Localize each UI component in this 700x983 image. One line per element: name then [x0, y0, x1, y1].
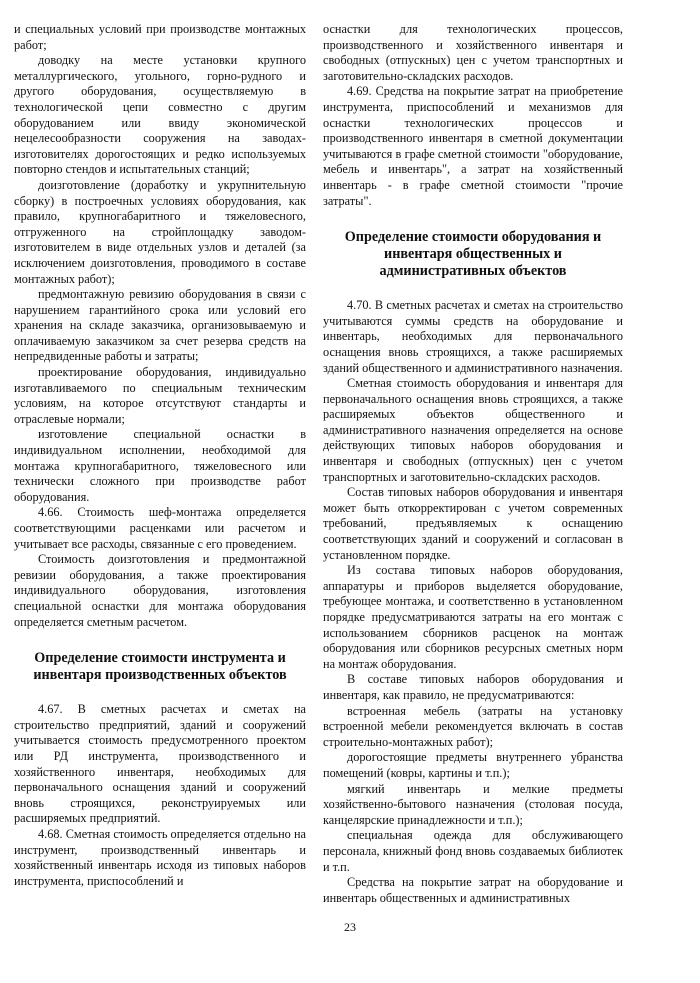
paragraph: доизготовление (доработку и укрупнительную сборку) в построечных условиях оборудования, как правило, крупногабаритного и тяжеловесного, отгруженного на стройплощадку заводом-изготовителем в виде отдельных узлов и деталей (за исключением доизготовления, проводимого в составе монтажных работ); — [14, 177, 306, 286]
paragraph: Сметная стоимость оборудования и инвентаря для первоначального оснащения вновь строящихся, а также расширяемых объектов общественного и административного назначения определяется на основе действующих типовых наборов оборудования и инвентаря и свободных (отпускных) цен с учетом транспортных и заготовительно-складских расходов. — [323, 376, 623, 484]
paragraph: дорогостоящие предметы внутреннего убранства помещений (ковры, картины и т.п.); — [323, 750, 623, 780]
paragraph: 4.69. Средства на покрытие затрат на приобретение инструмента, приспособлений и механизмов для оснастки технологических процессов и производственного инвентаря в сметной документации учитываются в графе сметной стоимости "оборудование, мебель и инвентарь", а затрат на хозяйственный инвентарь - в графе сметной стоимости "прочие затраты". — [323, 84, 623, 208]
paragraph: проектирование оборудования, индивидуально изготавливаемого по специальным техническим условиям, на которое отсутствуют стандарты и отраслевые нормали; — [14, 365, 306, 426]
left-paragraphs-a — [14, 22, 306, 630]
paragraph: 4.66. Стоимость шеф-монтажа определяется соответствующими расценками или расчетом и учитывает все расходы, связанные с его проведением. — [14, 505, 306, 551]
paragraph: В составе типовых наборов оборудования и инвентаря, как правило, не предусматриваются: — [323, 672, 623, 702]
paragraph: Стоимость доизготовления и предмонтажной ревизии оборудования, а также проектирования индивидуального оборудования, изготовления специальной оснастки для монтажа оборудования определяется сметным расчетом. — [14, 552, 306, 629]
paragraph: оснастки для технологических процессов, производственного и хозяйственного инвентаря и свободных (отпускных) цен с учетом транспортных и заготовительно-складских расходов. — [323, 22, 623, 83]
right-paragraphs-b — [323, 298, 623, 906]
paragraph: мягкий инвентарь и мелкие предметы хозяйственно-бытового назначения (столовая посуда, канцелярские принадлежности и т.п.); — [323, 781, 623, 827]
paragraph: доводку на месте установки крупного металлургического, угольного, горно-рудного и другого оборудования, осуществляемую в технологической цепи совместно с другим оборудованием или ввиду экономической нецелесообразности сооружения на заводах-изготовителях дорогостоящих и редко используемых повторно стендов и испытательных станций; — [14, 53, 306, 177]
paragraph: Средства на покрытие затрат на оборудование и инвентарь общественных и административных — [323, 875, 623, 905]
right-paragraphs-a — [323, 22, 623, 209]
paragraph: специальная одежда для обслуживающего персонала, книжный фонд вновь создаваемых библиотек и т.п. — [323, 828, 623, 874]
paragraph: 4.68. Сметная стоимость определяется отдельно на инструмент, производственный инвентарь и хозяйственный инвентарь исходя из типовых наборов инструмента, приспособлений и — [14, 826, 306, 888]
paragraph: изготовление специальной оснастки в индивидуальном исполнении, необходимой для монтажа крупногабаритного, тяжеловесного или технически сложного при производстве работ оборудования. — [14, 427, 306, 504]
paragraph: встроенная мебель (затраты на установку встроенной мебели рекомендуется включать в состав строительно-монтажных работ); — [323, 703, 623, 749]
left-paragraphs-b — [14, 702, 306, 889]
page-number: 23 — [344, 920, 356, 934]
left-column — [14, 22, 306, 889]
paragraph: Состав типовых наборов оборудования и инвентаря может быть откорректирован с учетом современных требований, предъявляемых к оснащению соответствующих зданий и сооружений и согласован в установленном порядке. — [323, 485, 623, 562]
paragraph: 4.67. В сметных расчетах и сметах на строительство предприятий, зданий и сооружений учитывается стоимость предусмотренного проектом или РД инструмента, производственного и хозяйственного инвентаря, необходимых для первоначального оснащения зданий и сооружений вновь строящихся, реконструируемых или расширяемых предприятий. — [14, 702, 306, 826]
paragraph: и специальных условий при производстве монтажных работ; — [14, 22, 306, 52]
section-heading-tools-inventory: Определение стоимости инструмента и инвентаря производственных объектов — [33, 650, 287, 684]
right-column — [323, 22, 623, 906]
section-heading-public-equipment: Определение стоимости оборудования и инвентаря общественных и административных объектов — [344, 229, 602, 280]
paragraph: 4.70. В сметных расчетах и сметах на строительство учитываются суммы средств на оборудование и инвентарь, необходимых для первоначального оснащения вновь строящихся, а также расширяемых зданий общественного и административного назначения. — [323, 298, 623, 375]
paragraph: предмонтажную ревизию оборудования в связи с нарушением гарантийного срока или условий его хранения на складе заказчика, организовываемую и оплачиваемую заказчиком за счет резерва средств на непредвиденные работы и затраты; — [14, 287, 306, 364]
paragraph: Из состава типовых наборов оборудования, аппаратуры и приборов выделяется оборудование, требующее монтажа, и соответственно в установленном порядке предусматриваются затраты на его монтаж с использованием сборников расценок на монтаж оборудования или сборников ресурсных сметных норм на монтаж оборудования. — [323, 563, 623, 671]
